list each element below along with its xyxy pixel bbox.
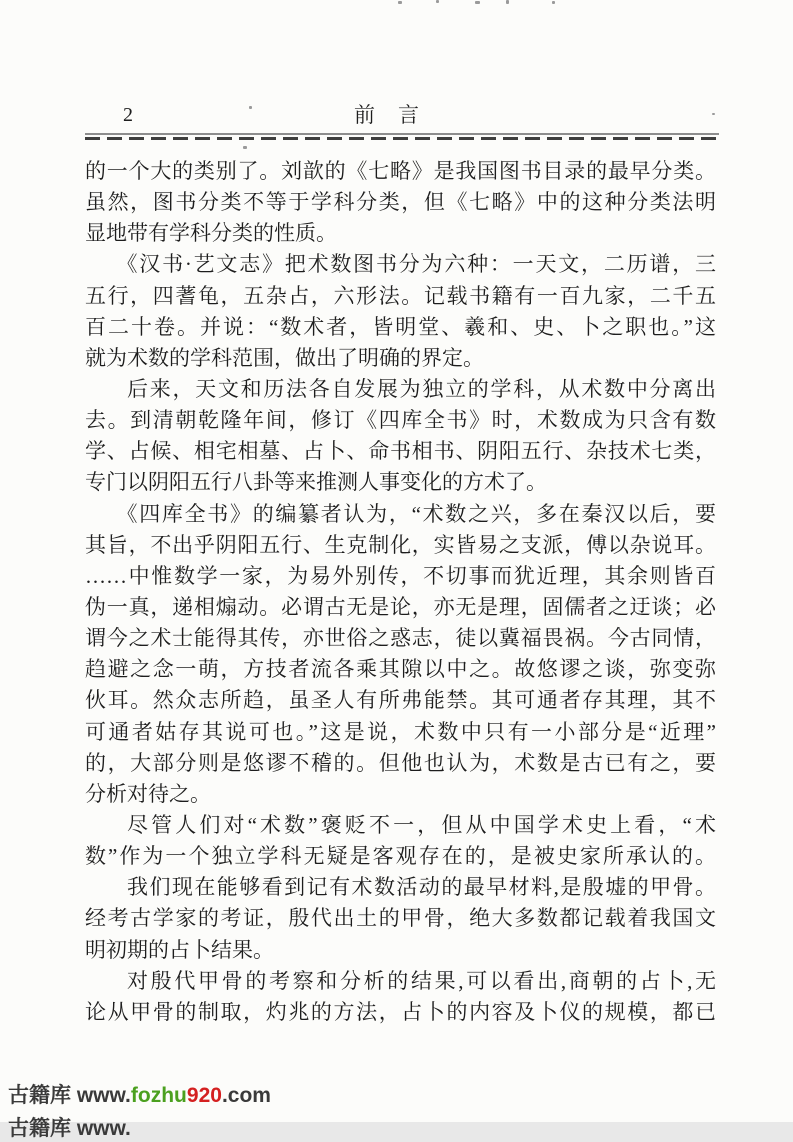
watermark [8,1083,271,1109]
text-line: 学、占候、相宅相墓、占卜、命书相书、阴阳五行、杂技术七类， [85,439,716,464]
scan-artifact [712,113,715,115]
text-line: 《四库全书》的编纂者认为，“术数之兴，多在秦汉以后，要 [116,501,716,526]
header-rule-solid-line [85,133,719,135]
text-line: 我们现在能够看到记有术数活动的最早材料,是殷墟的甲骨。 [127,875,716,900]
text-line: 趋避之念一萌，方技者流各乘其隙以中之。故悠谬之谈，弥变弥 [85,657,716,682]
scan-artifact [475,1,480,4]
text-line: 伙耳。然众志所趋，虽圣人有所弗能禁。其可通者存其理，其不 [85,688,716,713]
text-line: 五行，四蓍龟，五杂占，六形法。记载书籍有一百九家，二千五 [85,283,716,308]
header-rule [85,133,719,140]
text-line: 分析对待之。 [85,781,211,806]
watermark-domain-green: fozhu [130,1084,187,1107]
watermark-site-name: 古籍库 www. [8,1084,131,1107]
text-line: 显地带有学科分类的性质。 [85,221,337,246]
text-line: 可通者姑存其说可也。”这是说，术数中只有一小部分是“近理” [85,719,716,744]
text-line: 《汉书·艺文志》把术数图书分为六种：一天文，二历谱，三 [116,252,716,277]
text-line: 专门以阴阳五行八卦等来推测人事变化的方术了。 [85,470,547,495]
text-line: ……中惟数学一家，为易外别传，不切事而犹近理，其余则皆百 [85,563,716,588]
text-line: 数”作为一个独立学科无疑是客观存在的，是被史家所承认的。 [85,844,716,869]
text-line: 虽然，图书分类不等于学科分类，但《七略》中的这种分类法明 [85,190,716,215]
text-line: 经考古学家的考证，殷代出土的甲骨，绝大多数都记载着我国文 [85,906,716,931]
text-line: 去。到清朝乾隆年间，修订《四库全书》时，术数成为只含有数 [85,408,716,433]
text-line: 明初期的占卜结果。 [85,937,274,962]
watermark-clipped-second-row: 古籍库 www. [8,1117,131,1140]
text-line: 伪一真，递相煽动。必谓古无是论，亦无是理，固儒者之迂谈；必 [85,594,716,619]
text-line: 尽管人们对“术数”褒贬不一，但从中国学术史上看，“术 [127,812,716,837]
text-line: 谓今之术士能得其传，亦世俗之惑志，徒以冀福畏祸。今古同情， [85,626,716,651]
watermark-domain-tld: .com [221,1084,271,1107]
body-text [85,156,716,1028]
page-number: 2 [123,104,133,126]
text-line: 论从甲骨的制取，灼兆的方法，占卜的内容及卜仪的规模，都已 [85,999,716,1024]
page-header [85,102,717,130]
scan-artifact [552,1,555,4]
text-line: 对殷代甲骨的考察和分析的结果,可以看出,商朝的占卜,无 [127,968,716,993]
page-title: 前 言 [354,103,420,127]
text-line: 百二十卷。并说：“数术者，皆明堂、羲和、史、卜之职也。”这 [85,314,716,339]
text-line: 就为术数的学科范围，做出了明确的界定。 [85,345,484,370]
text-line: 的一个大的类别了。刘歆的《七略》是我国图书目录的最早分类。 [85,159,716,183]
text-line: 的，大部分则是悠谬不稽的。但他也认为，术数是古已有之，要 [85,750,716,775]
scan-artifact [243,146,247,149]
watermark-domain-red: 920 [186,1084,222,1107]
text-line: 其旨，不出乎阴阳五行、生克制化，实皆易之支派，傅以杂说耳。 [85,532,716,557]
scan-artifact [249,106,252,109]
scan-artifact [398,1,402,4]
scan-artifact [506,0,509,4]
header-rule-dashed-line [85,137,719,140]
scan-artifact [436,0,439,3]
text-line: 后来，天文和历法各自发展为独立的学科，从术数中分离出 [127,376,716,401]
